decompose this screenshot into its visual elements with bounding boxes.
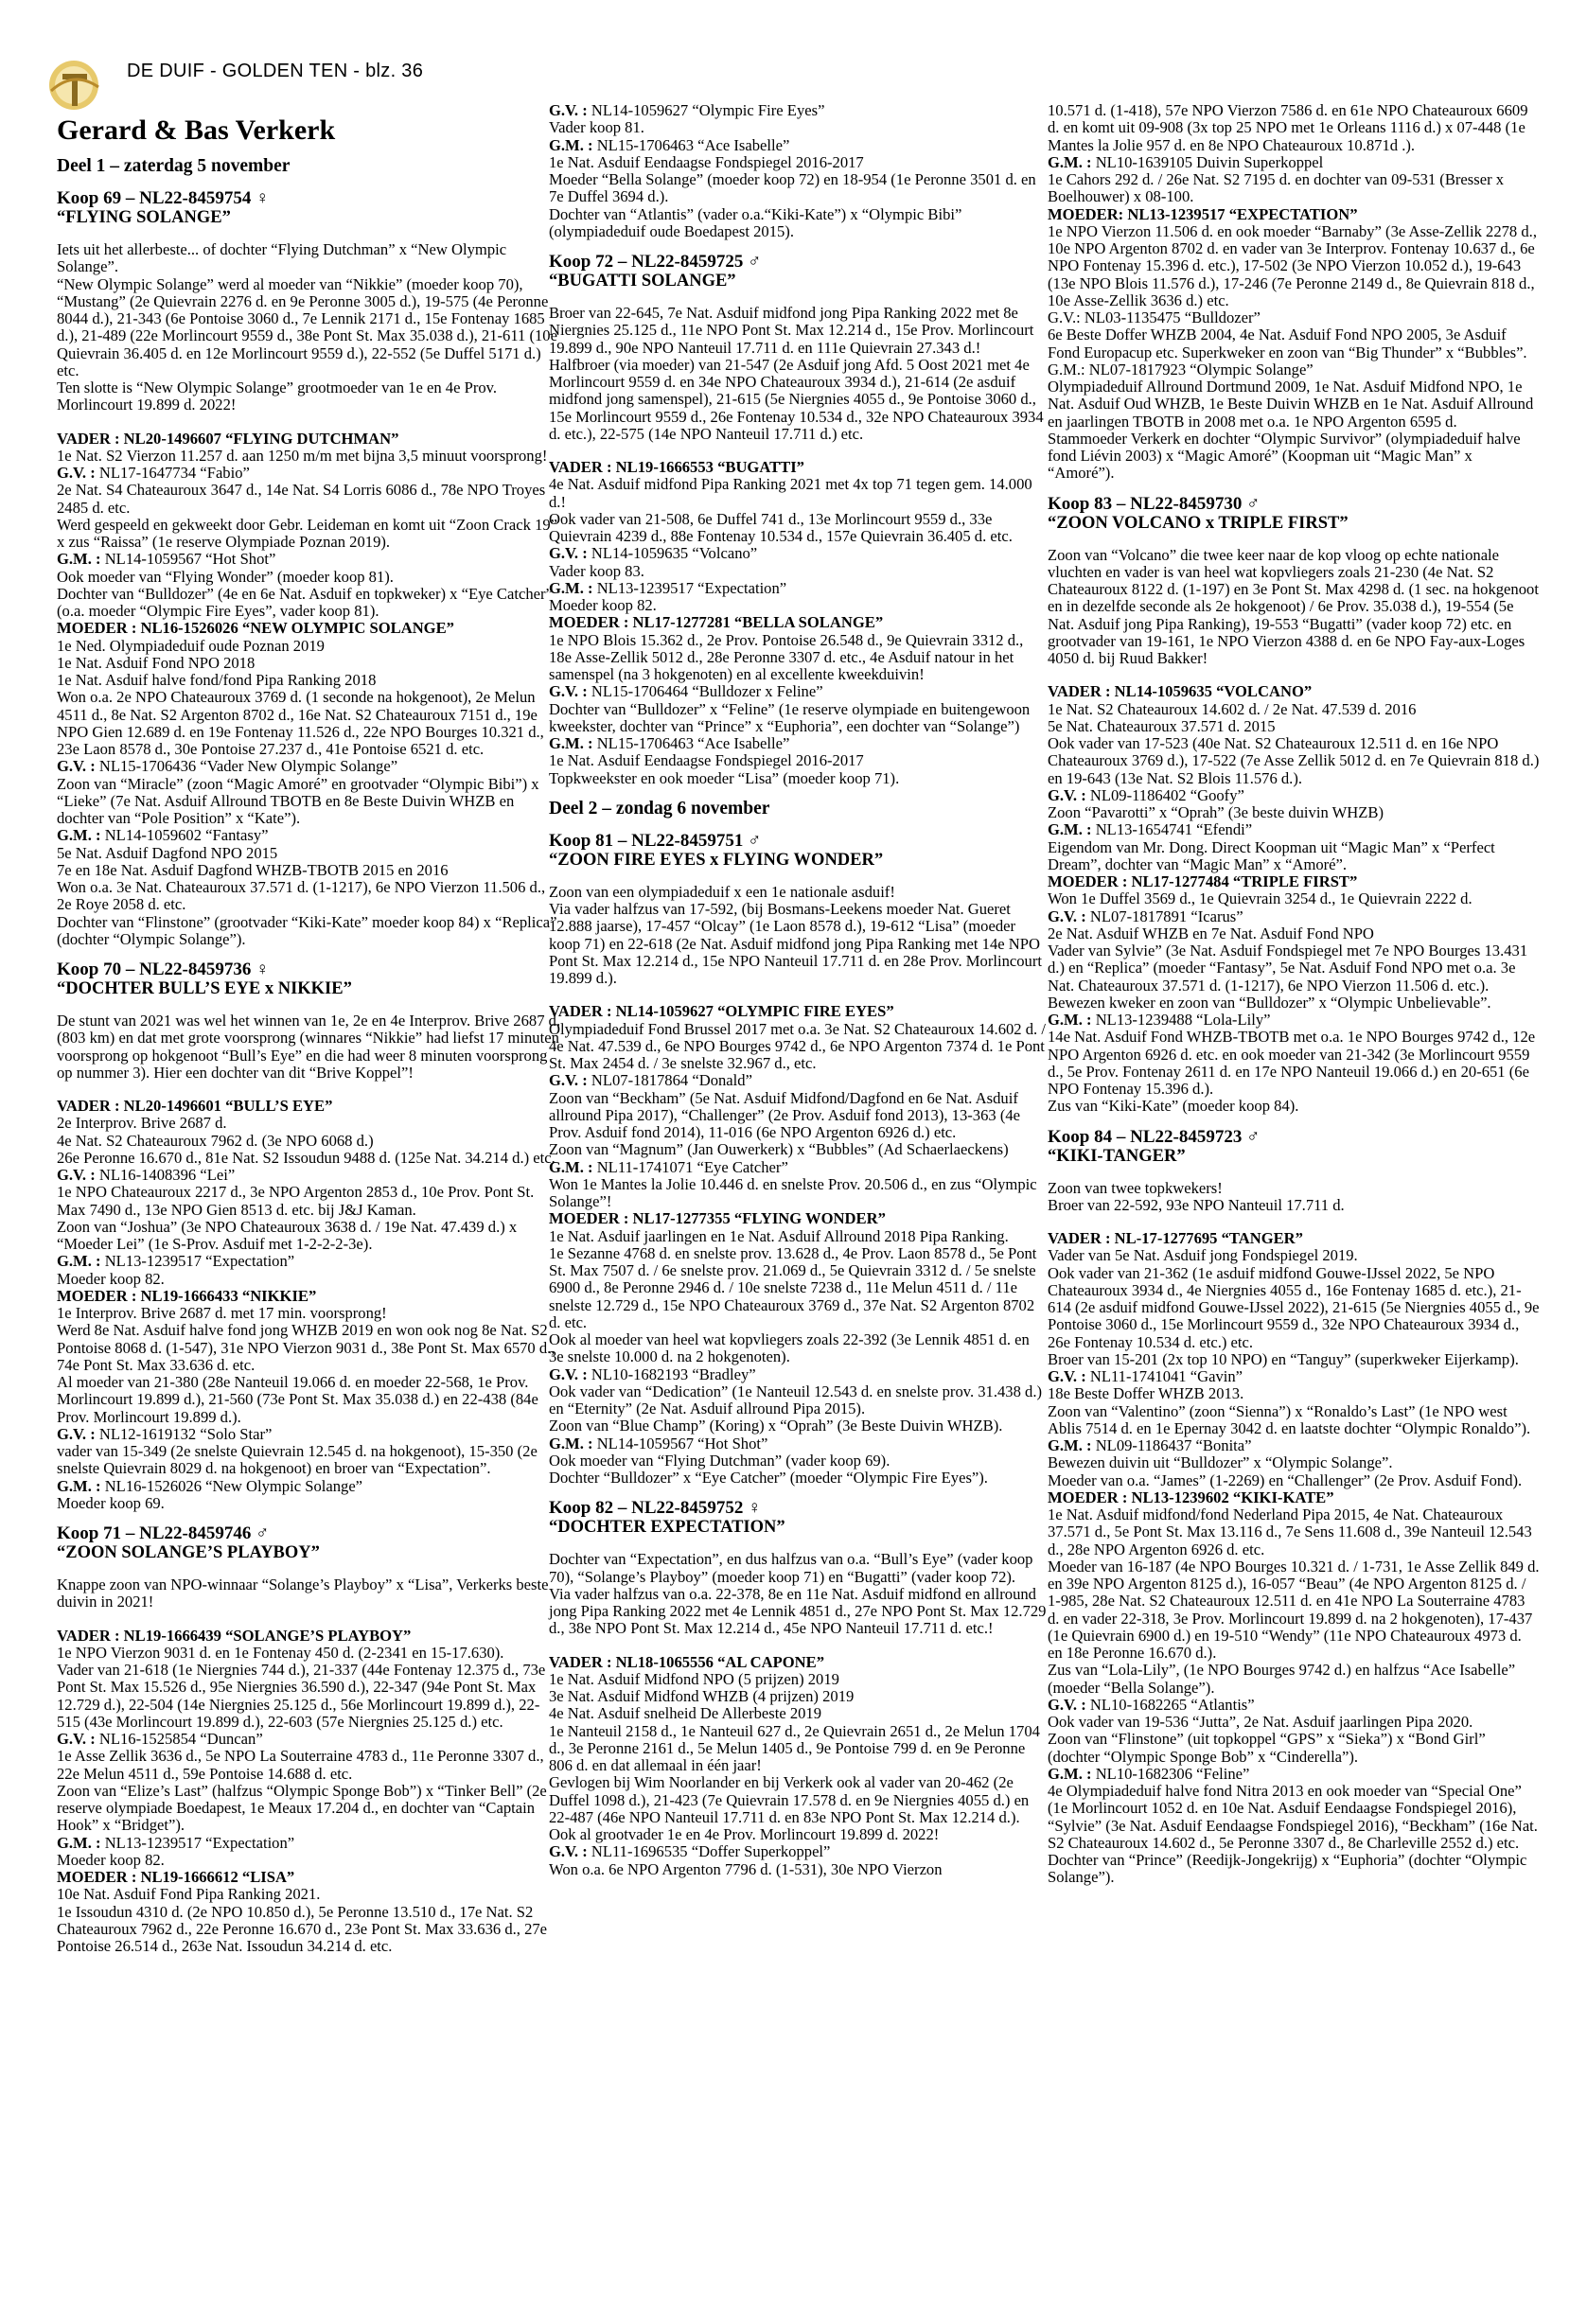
text-line: Zoon van twee topkwekers! [1048, 1178, 1223, 1197]
text-line: Halfbroer (via moeder) van 21-547 (2e Asduif jong Afd. 5 Oost 2021 met 4e Morlincourt 9559 d. en 34e NPO Chateauroux 3934 d.), 21-614 (2e asduif midfond jong samenspel), 21-615 (5e Niergnies 4055 d., 9e Pontoise 3060 d., 15e Morlincourt 9559 d., 26e Fontenay 10.534 d., 32e NPO Chateauroux 3934 d. etc.), 22-575 (14e NPO Nanteuil 17.711 d.) etc. [549, 355, 1044, 443]
text-line: MOEDER: NL13-1239517 “EXPECTATION” [1048, 204, 1358, 223]
text-line: 1e NPO Chateauroux 2217 d., 3e NPO Argenton 2853 d., 10e Prov. Pont St. Max 7490 d., 13e NPO Gien 8513 d. etc. bij J&J Kaman. [57, 1183, 535, 1219]
text-line: Moeder van o.a. “James” (1-2269) en “Challenger” (2e Prov. Asduif Fond). [1048, 1470, 1523, 1489]
text-line: G.M. : NL14-1059567 “Hot Shot” [549, 1434, 768, 1452]
text-line: 1e Asse Zellik 3636 d., 5e NPO La Souterraine 4783 d., 11e Peronne 3307 d., 22e Melun 4511 d., 59e Pontoise 14.688 d. etc. [57, 1747, 544, 1783]
spacer [57, 414, 561, 431]
text-line: 1e Nat. S2 Vierzon 11.257 d. aan 1250 m/m met bijna 3,5 minuut voorsprong! [57, 446, 548, 465]
text-line: Zoon van “Joshua” (3e NPO Chateauroux 3638 d. / 19e Nat. 47.439 d.) x “Moeder Lei” (1e S-Prov. Asduif met 1-2-2-2-3e). [57, 1217, 518, 1253]
spacer [1048, 667, 1540, 683]
continued-text [549, 102, 1048, 240]
lot-number: Koop 83 – NL22-8459730 ♂ [1048, 493, 1261, 514]
spacer [57, 1611, 561, 1628]
column-2 [549, 102, 1048, 1890]
text-line: G.V. : NL15-1706436 “Vader New Olympic Solange” [57, 757, 398, 776]
pigeon-name: “BUGATTI SOLANGE” [549, 272, 736, 290]
text-line: Broer van 22-645, 7e Nat. Asduif midfond jong Pipa Ranking 2022 met 8e Niergnies 25.125 d., 11e NPO Pont St. Max 12.214 d., 15e Prov. Morlincourt 19.899 d., 90e NPO Nanteuil 17.711 d. en 111e Quievrain 27.343 d.! [549, 304, 1034, 357]
text-line: 3e Nat. Asduif Midfond WHZB (4 prijzen) 2019 [549, 1687, 855, 1705]
lot-number: Koop 70 – NL22-8459736 ♀ [57, 960, 270, 979]
text-line: G.M. : NL09-1186437 “Bonita” [1048, 1436, 1252, 1454]
section-heading: Deel 2 – zondag 6 november [549, 798, 770, 819]
text-line: Via vader halfzus van 17-592, (bij Bosmans-Leekens moeder Nat. Gueret 12.888 jaarse), 17-457 “Olcay” (1e Laon 8578 d.), 19-612 “Lisa” (moeder koop 71) en 22-618 (2e Nat. Asduif midfond jong Pipa Ranking met 14e NPO Pont St. Max 12.214 d., 15e NPO Nanteuil 17.711 d. en 28e Prov. Morlincourt 19.899 d.). [549, 900, 1042, 987]
text-line: G.V. : NL09-1186402 “Goofy” [1048, 785, 1244, 804]
text-line: G.V. : NL07-1817864 “Donald” [549, 1071, 752, 1090]
text-line: Vader koop 81. [549, 118, 644, 137]
text-line: G.V. : NL16-1408396 “Lei” [57, 1166, 236, 1184]
page-header [45, 53, 613, 100]
text-line: 2e Interprov. Brive 2687 d. [57, 1114, 227, 1133]
text-line: 1e Issoudun 4310 d. (2e NPO 10.850 d.), 5e Peronne 13.510 d., 17e Nat. S2 Chateauroux 7962 d., 22e Peronne 16.670 d., 23e Pont St. Max 33.636 d., 27e Pontoise 26.514 d., 263e Nat. Issoudun 34.214 d. etc. [57, 1902, 548, 1955]
text-line: Eigendom van Mr. Dong. Direct Koopman uit “Magic Man” x “Perfect Dream”, dochter van “Magic Man” x “Amoré”. [1048, 837, 1495, 873]
lot-entry [57, 1523, 561, 1955]
text-line: 1e Nat. Asduif halve fond/fond Pipa Ranking 2018 [57, 671, 377, 689]
text-line: 5e Nat. Chateauroux 37.571 d. 2015 [1048, 716, 1276, 735]
text-line: G.V. : NL14-1059635 “Volcano” [549, 544, 758, 563]
text-line: G.V. : NL07-1817891 “Icarus” [1048, 907, 1243, 925]
text-line: MOEDER : NL17-1277281 “BELLA SOLANGE” [549, 613, 884, 632]
text-line: Dochter van “Bulldozer” x “Feline” (1e reserve olympiade en buitengewoon kweekster, dochter van “Prince” x “Euphoria”, een dochter van “Solange”) [549, 699, 1031, 735]
section-heading: Deel 1 – zaterdag 5 november [57, 156, 291, 176]
text-line: 1e Nat. S2 Chateauroux 14.602 d. / 2e Nat. 47.539 d. 2016 [1048, 699, 1417, 718]
lot-entry [1048, 1127, 1540, 1887]
text-line: 26e Peronne 16.670 d., 81e Nat. S2 Issoudun 9488 d. (125e Nat. 34.214 d.) etc. [57, 1148, 555, 1167]
text-line: 1e NPO Vierzon 9031 d. en 1e Fontenay 450 d. (2-2341 en 15-17.630). [57, 1643, 504, 1662]
text-line: Moeder koop 69. [57, 1493, 165, 1512]
lot-entry [57, 960, 561, 1512]
text-line: G.V. : NL14-1059627 “Olympic Fire Eyes” [549, 101, 825, 119]
text-line: G.V. : NL10-1682193 “Bradley” [549, 1364, 756, 1383]
text-line: G.M. : NL13-1239517 “Expectation” [57, 1833, 295, 1852]
pigeon-name: “ZOON VOLCANO x TRIPLE FIRST” [1048, 513, 1349, 533]
text-line: Ook vader van 21-362 (1e asduif midfond Gouwe-IJssel 2022, 5e NPO Chateauroux 3934 d., 4e Niergnies 4055 d., 16e Fontenay 1685 d. etc.), 21-614 (2e asduif midfond Gouwe-IJssel 2022), 21-615 (5e Niergnies 4055 d., 9e Pontoise 3060 d., 15e Morlincourt 9559 d., 32e NPO Chateauroux 3934 d., 26e Fontenay 10.534 d. etc.) etc. [1048, 1263, 1540, 1351]
lot-entry [57, 188, 561, 948]
text-line: 4e Nat. Asduif snelheid De Allerbeste 2019 [549, 1704, 822, 1723]
text-line: G.V. : NL16-1525854 “Duncan” [57, 1730, 263, 1748]
text-line: Olympiadeduif Allround Dortmund 2009, 1e Nat. Asduif Midfond NPO, 1e Nat. Asduif Oud WHZB, 1e Beste Duivin WHZB en 1e Nat. Asduif Allround en jaarlingen TBOTB in 2008 met o.a. 1e NPO Argenton 6595 d. [1048, 378, 1534, 431]
text-line: G.M. : NL10-1639105 Duivin Superkoppel [1048, 152, 1324, 171]
text-line: Werd 8e Nat. Asduif halve fond jong WHZB 2019 en won ook nog 8e Nat. S2 Pontoise 8068 d. (1-547), 31e NPO Vierzon 9031 d., 38e Pont St. Max 6570 d., 74e Pont St. Max 33.636 d. etc. [57, 1321, 555, 1374]
pigeon-name: “FLYING SOLANGE” [57, 208, 231, 227]
text-line: Zoon van “Beckham” (5e Nat. Asduif Midfond/Dagfond en 6e Nat. Asduif allround Pipa 2017), “Challenger” (2e Prov. Asduif fond 2013), 13-363 (4e Prov. Asduif fond 2014), 11-016 (6e NPO Argenton 6926 d.) etc. [549, 1088, 1021, 1141]
text-line: VADER : NL20-1496601 “BULL’S EYE” [57, 1097, 333, 1115]
text-line: VADER : NL14-1059635 “VOLCANO” [1048, 682, 1313, 701]
text-line: 1e Sezanne 4768 d. en snelste prov. 13.628 d., 4e Prov. Laon 8578 d., 5e Pont St. Max 7507 d. / 6e snelste prov. 21.069 d., 5e Quievrain 3312 d. / 5e snelste 6900 d., 8e Peronne 2946 d. / 10e snelste 7238 d., 11e Melun 4511 d. / 11e snelste 12.729 d., 15e NPO Chateauroux 3769 d., 37e Nat. S2 Argenton 8702 d. etc. [549, 1243, 1037, 1331]
text-line: 4e Olympiadeduif halve fond Nitra 2013 en ook moeder van “Special One” (1e Morlincourt 1052 d. en 10e Nat. Asduif Eendaagse Fondspiegel 2016), “Sylvie” (3e Nat. Asduif Eendaagse Fondspiegel 2016), “Beckham” (16e Nat. S2 Chateauroux 14.602 d., 5e Peronne 3307 d., 8e Charleville 2552 d.) etc. [1048, 1782, 1538, 1852]
text-line: 2e Nat. S4 Chateauroux 3647 d., 14e Nat. S4 Lorris 6086 d., 78e NPO Troyes 2485 d. etc. [57, 481, 546, 517]
text-line: Dochter van “Prince” (Reedijk-Jongekrijg) x “Euphoria” (dochter “Olympic Solange”). [1048, 1851, 1527, 1887]
pigeon-name: “DOCHTER EXPECTATION” [549, 1518, 785, 1538]
text-line: 1e Nat. Asduif Eendaagse Fondspiegel 2016-2017 [549, 152, 864, 171]
text-line: Zoon van “Valentino” (zoon “Sienna”) x “Ronaldo’s Last” (1e NPO west Ablis 7514 d. en 1e Epernay 3042 d. en laatste dochter “Olympic Ronaldo”). [1048, 1401, 1531, 1437]
text-line: Won o.a. 2e NPO Chateauroux 3769 d. (1 seconde na hokgenoot), 2e Melun 4511 d., 8e Nat. S2 Argenton 8702 d., 16e Nat. S2 Chateauroux 7151 d., 19e NPO Gien 12.689 d. en 19e Fontenay 11.526 d., 22e NPO Bourges 10.321 d., 23e Laon 8578 d., 30e Pontoise 27.237 d., 41e Pontoise 6521 d. etc. [57, 688, 544, 758]
text-line: Ook vader van “Dedication” (1e Nanteuil 12.543 d. en snelste prov. 31.438 d.) en “Eternity” (2e Nat. Asduif allround Pipa 2015). [549, 1382, 1043, 1417]
text-line: Gevlogen bij Wim Noorlander en bij Verkerk ook al vader van 20-462 (2e Duffel 1098 d.), 21-423 (7e Quievrain 17.578 d. en 9e Niergnies 4055 d.) en 22-487 (46e NPO Nanteuil 17.711 d. en 83e NPO Pont St. Max 12.214 d.). [549, 1773, 1030, 1826]
text-line: Stammoeder Verkerk en dochter “Olympic Survivor” (olympiadeduif halve fond Liévin 2003) x “Magic Amoré” (Koopman uit “Magic Man” x “Amoré”). [1048, 429, 1521, 483]
text-line: G.V. : NL12-1619132 “Solo Star” [57, 1424, 273, 1443]
lot-number: Koop 84 – NL22-8459723 ♂ [1048, 1126, 1261, 1147]
text-line: Moeder koop 82. [57, 1269, 165, 1288]
text-line: G.V. : NL15-1706464 “Bulldozer x Feline” [549, 682, 823, 701]
text-line: Moeder koop 82. [57, 1850, 165, 1869]
pigeon-name: “ZOON FIRE EYES x FLYING WONDER” [549, 850, 884, 870]
page-title: Gerard & Bas Verkerk [57, 114, 336, 146]
text-line: Ten slotte is “New Olympic Solange” grootmoeder van 1e en 4e Prov. Morlincourt 19.899 d. 2022! [57, 379, 498, 414]
lot-number: Koop 71 – NL22-8459746 ♂ [57, 1523, 270, 1543]
text-line: 1e Nanteuil 2158 d., 1e Nanteuil 627 d., 2e Quievrain 2651 d., 2e Melun 1704 d., 3e Peronne 2161 d., 5e Melun 1405 d., 9e Pontoise 799 d. en 9e Peronne 806 d. en dat allemaal in één jaar! [549, 1721, 1040, 1774]
text-line: G.M. : NL16-1526026 “New Olympic Solange” [57, 1476, 363, 1495]
text-line: VADER : NL-17-1277695 “TANGER” [1048, 1229, 1303, 1247]
text-line: G.V. : NL17-1647734 “Fabio” [57, 464, 250, 482]
text-line: Broer van 15-201 (2x top 10 NPO) en “Tanguy” (superkweker Eijerkamp). [1048, 1349, 1519, 1368]
text-line: 1e NPO Blois 15.362 d., 2e Prov. Pontoise 26.548 d., 9e Quievrain 3312 d., 18e Asse-Zellik 5012 d., 28e Peronne 3307 d. etc., 4e Asduif natour in het samenspel (na 3 hokgenoten) en al excellente kweekduivin! [549, 630, 1024, 683]
text-line: MOEDER : NL13-1239602 “KIKI-KATE” [1048, 1488, 1334, 1506]
text-line: G.M. : NL15-1706463 “Ace Isabelle” [549, 135, 790, 154]
text-line: VADER : NL14-1059627 “OLYMPIC FIRE EYES” [549, 1002, 894, 1021]
text-line: Zoon van “Volcano” die twee keer naar de kop vloog op echte nationale vluchten en vader is van heel wat kopvliegers zoals 21-230 (4e Nat. S2 Chateauroux 8122 d. (1-197) en 3e Pont St. Max 4298 d. (1 sec. na hokgenoot en in dezelfde seconde als 2e hokgenoot) / 6e Prov. 35.038 d.), 19-554 (5e Nat. Asduif jong Pipa Ranking), 19-553 “Bugatti” (vader koop 72) etc. en grootvader van 19-161, 1e NPO Vierzon 4388 d. en 6e NPO Fay-aux-Loges 4050 d. bij Ruud Bakker! [1048, 545, 1539, 667]
text-line: VADER : NL19-1666553 “BUGATTI” [549, 458, 804, 476]
text-line: Knappe zoon van NPO-winnaar “Solange’s Playboy” x “Lisa”, Verkerks beste duivin in 2021! [57, 1576, 549, 1611]
text-line: MOEDER : NL17-1277484 “TRIPLE FIRST” [1048, 872, 1358, 890]
pigeon-name: “KIKI-TANGER” [1048, 1146, 1186, 1166]
spacer [549, 987, 1048, 1003]
text-line: Vader van Sylvie” (3e Nat. Asduif Fondspiegel met 7e NPO Bourges 13.431 d.) en “Replica” (moeder “Fantasy”, 5e Nat. Asduif Fond NPO met o.a. 3e Nat. Chateauroux 37.571 d. (1-1217), 6e NPO Vierzon 11.506 d. etc.). [1048, 942, 1528, 995]
text-line: 1e Nat. Asduif Midfond NPO (5 prijzen) 2019 [549, 1669, 839, 1688]
text-line: Moeder koop 82. [549, 596, 657, 614]
lot-entry [549, 831, 1048, 1488]
text-line: Via vader halfzus van o.a. 22-378, 8e en 11e Nat. Asduif midfond en allround jong Pipa Ranking 2022 met 4e Lennik 4851 d., 27e NPO Pont St. Max 12.729 d., 38e NPO Pont St. Max 12.214 d., 45e NPO Nanteuil 17.711 d. etc.! [549, 1584, 1047, 1638]
text-line: Zoon van “Magnum” (Jan Ouwerkerk) x “Bubbles” (Ad Schaerlaeckens) [549, 1140, 1009, 1159]
text-line: Zoon van “Miracle” (zoon “Magic Amoré” en grootvader “Olympic Bibi”) x “Lieke” (7e Nat. Asduif Allround TBOTB en 8e Beste Duivin WHZB en dochter van “Pole Position” x “Kate”). [57, 774, 539, 827]
text-line: 1e Interprov. Brive 2687 d. met 17 min. voorsprong! [57, 1304, 387, 1322]
text-line: Ook vader van 17-523 (40e Nat. S2 Chateauroux 12.511 d. en 16e NPO Chateauroux 3769 d.), 17-522 (7e Asse Zellik 5012 d. en 7e Quievrain 818 d.) en 19-643 (13e Nat. S2 Blois 11.576 d.). [1048, 734, 1540, 787]
text-line: G.M. : NL13-1239517 “Expectation” [549, 578, 787, 597]
text-line: G.V.: NL03-1135475 “Bulldozer” [1048, 308, 1261, 326]
text-line: G.V. : NL11-1696535 “Doffer Superkoppel” [549, 1842, 831, 1861]
text-line: Zoon van “Elize’s Last” (halfzus “Olympic Sponge Bob”) x “Tinker Bell” (2e reserve olympiade Boedapest, 1e Meaux 17.204 d., en dochter van “Captain Hook” x “Bridget”). [57, 1781, 547, 1835]
text-line: Broer van 22-592, 93e NPO Nanteuil 17.711 d. [1048, 1195, 1345, 1214]
text-line: G.M. : NL14-1059567 “Hot Shot” [57, 550, 276, 569]
text-line: Ook moeder van “Flying Wonder” (moeder koop 81). [57, 567, 394, 586]
text-line: Moeder “Bella Solange” (moeder koop 72) en 18-954 (1e Peronne 3501 d. en 7e Duffel 3694 d.). [549, 170, 1036, 206]
text-line: Iets uit het allerbeste... of dochter “Flying Dutchman” x “New Olympic Solange”. [57, 240, 507, 276]
lot-number: Koop 72 – NL22-8459725 ♂ [549, 252, 762, 272]
pigeon-name: “DOCHTER BULL’S EYE x NIKKIE” [57, 979, 352, 998]
text-line: Vader van 21-618 (1e Niergnies 744 d.), 21-337 (44e Fontenay 12.375 d., 73e Pont St. Max 15.526 d., 95e Niergnies 36.590 d.), 22-347 (94e Pont St. Max 12.729 d.), 22-504 (14e Niergnies 25.125 d., 56e Morlincourt 19.899 d.), 22-515 (43e Morlincourt 19.899 d.), 22-603 (57e Niergnies 25.125 d.) etc. [57, 1661, 546, 1731]
text-line: G.M. : NL14-1059602 “Fantasy” [57, 826, 269, 845]
text-line: G.V. : NL10-1682265 “Atlantis” [1048, 1695, 1255, 1714]
spacer [57, 1082, 561, 1098]
text-line: G.V. : NL11-1741041 “Gavin” [1048, 1367, 1243, 1385]
lot-entry [549, 252, 1048, 787]
column-1 [57, 99, 561, 1966]
text-line: Dochter van “Bulldozer” (4e en 6e Nat. Asduif en topkweker) x “Eye Catcher” (o.a. moeder “Olympic Fire Eyes”, vader koop 81). [57, 584, 553, 620]
text-line: G.M. : NL15-1706463 “Ace Isabelle” [549, 734, 790, 752]
text-line: G.M. : NL13-1239517 “Expectation” [57, 1252, 295, 1271]
text-line: De stunt van 2021 was wel het winnen van 1e, 2e en 4e Interprov. Brive 2687 d. (803 km) en dat met grote voorsprong (winnares “Nikkie” had liefst 17 minuten voorsprong op hokgenoot “Bull’s Eye” en die had weer 8 minuten voorsprong op nummer 3). Hier een dochter van dit “Brive Koppel”! [57, 1012, 561, 1082]
text-line: 1e NPO Vierzon 11.506 d. en ook moeder “Barnaby” (3e Asse-Zellik 2278 d., 10e NPO Argenton 8702 d. en vader van 3e Interprov. Fontenay 10.637 d., 6e NPO Fontenay 15.396 d. etc.), 17-502 (3e NPO Vierzon 10.052 d.), 19-643 (13e NPO Blois 11.576 d.), 17-246 (7e Peronne 2149 d., 8e Quievrain 818 d., 10e Asse-Zellik 3636 d.) etc. [1048, 221, 1537, 309]
text-line: Werd gespeeld en gekweekt door Gebr. Leideman en komt uit “Zoon Crack 19” x zus “Raissa” (1e reserve Olympiade Poznan 2019). [57, 515, 558, 551]
text-line: Won 1e Duffel 3569 d., 1e Quievrain 3254 d., 1e Quievrain 2222 d. [1048, 889, 1472, 908]
text-line: Dochter van “Flinstone” (grootvader “Kiki-Kate” moeder koop 84) x “Replica” (dochter “Olympic Solange”). [57, 912, 557, 948]
text-line: VADER : NL20-1496607 “FLYING DUTCHMAN” [57, 429, 399, 448]
text-line: 5e Nat. Asduif Dagfond NPO 2015 [57, 843, 278, 862]
lot-entry [1048, 494, 1540, 1116]
text-line: Zoon van een olympiadeduif x een 1e nationale asduif! [549, 882, 895, 901]
text-line: G.M. : NL13-1239488 “Lola-Lily” [1048, 1011, 1271, 1029]
text-line: “New Olympic Solange” werd al moeder van “Nikkie” (moeder koop 70), “Mustang” (2e Quievrain 2276 d. en 9e Peronne 3005 d.), 19-575 (4e Peronne 8044 d.), 21-343 (6e Pontoise 3060 d., 7e Lennik 2171 d., 15e Fontenay 1685 d.), 21-489 (22e Morlincourt 9559 d., 38e Pont St. Max 35.038 d.), 21-611 (10e Quievrain 36.405 d. en 12e Morlincourt 9559 d.), 22-552 (5e Duffel 5171 d.) etc. [57, 274, 557, 379]
text-line: 7e en 18e Nat. Asduif Dagfond WHZB-TBOTB 2015 en 2016 [57, 860, 449, 879]
text-line: G.M. : NL11-1741071 “Eye Catcher” [549, 1157, 788, 1176]
text-line: G.M. : NL10-1682306 “Feline” [1048, 1764, 1250, 1783]
text-line: 1e Nat. Asduif Eendaagse Fondspiegel 2016-2017 [549, 751, 864, 770]
lot-entry [549, 1498, 1048, 1878]
text-line: Ook vader van 21-508, 6e Duffel 741 d., 13e Morlincourt 9559 d., 33e Quievrain 4239 d., 88e Fontenay 10.534 d., 157e Quievrain 36.405 d. etc. [549, 509, 1013, 545]
continued-text [1048, 102, 1540, 483]
text-line: 1e Nat. Asduif midfond/fond Nederland Pipa 2015, 4e Nat. Chateauroux 37.571 d., 5e Pont St. Max 13.116 d., 7e Sens 11.608 d., 39e Nanteuil 12.543 d., 28e NPO Argenton 6926 d. etc. [1048, 1505, 1532, 1558]
running-header: DE DUIF - GOLDEN TEN - blz. 36 [127, 61, 424, 81]
text-line: MOEDER : NL17-1277355 “FLYING WONDER” [549, 1209, 886, 1228]
text-line: Vader van 5e Nat. Asduif jong Fondspiegel 2019. [1048, 1246, 1358, 1265]
text-line: Won o.a. 3e Nat. Chateauroux 37.571 d. (1-1217), 6e NPO Vierzon 11.506 d., 2e Roye 2058 d. etc. [57, 878, 546, 914]
text-line: Moeder van 16-187 (4e NPO Bourges 10.321 d. / 1-731, 1e Asse Zellik 849 d. en 39e NPO Argenton 8125 d.), 16-057 “Beau” (4e NPO Argenton 8125 d. / 1-985, 28e Nat. S2 Chateauroux 12.511 d. en 41e NPO La Souterraine 4783 d. en vader 22-318, 3e Prov. Morlincourt 19.899 d. na 2 hokgenoten), 17-437 (1e Quievrain 6900 d.) en 19-510 “Wendy” (11e NPO Chateauroux 4973 d. en 18e Peronne 16.670 d.). [1048, 1557, 1540, 1662]
text-line: 4e Nat. Asduif midfond Pipa Ranking 2021 met 4x top 71 tegen gem. 14.000 d.! [549, 475, 1032, 511]
text-line: Dochter “Bulldozer” x “Eye Catcher” (moeder “Olympic Fire Eyes”). [549, 1469, 988, 1487]
spacer [1048, 1214, 1540, 1230]
text-line: Olympiadeduif Fond Brussel 2017 met o.a. 3e Nat. S2 Chateauroux 14.602 d. / 4e Nat. 47.539 d., 6e NPO Bourges 9742 d., 6e NPO Argenton 7374 d. 1e Pont St. Max 2454 d. / 3e snelste 32.967 d., etc. [549, 1019, 1046, 1072]
text-line: Dochter van “Expectation”, en dus halfzus van o.a. “Bull’s Eye” (vader koop 70), “Solange’s Playboy” (moeder koop 71) en “Bugatti” (vader koop 72). [549, 1550, 1033, 1586]
text-line: 1e Nat. Asduif Fond NPO 2018 [57, 653, 256, 672]
text-line: 4e Nat. S2 Chateauroux 7962 d. (3e NPO 6068 d.) [57, 1131, 374, 1150]
text-line: 1e Cahors 292 d. / 26e Nat. S2 7195 d. en dochter van 09-531 (Bresser x Boelhouwer) x 08-100. [1048, 170, 1505, 206]
text-line: Ook al moeder van heel wat kopvliegers zoals 22-392 (3e Lennik 4851 d. en 3e snelste 10.000 d. na 2 hokgenoten). [549, 1330, 1030, 1366]
text-line: G.M.: NL07-1817923 “Olympic Solange” [1048, 360, 1314, 379]
pigeon-name: “ZOON SOLANGE’S PLAYBOY” [57, 1543, 320, 1562]
text-line: Dochter van “Atlantis” (vader o.a.“Kiki-Kate”) x “Olympic Bibi” (olympiadeduif oude Boedapest 2015). [549, 204, 962, 240]
text-line: Ook al grootvader 1e en 4e Prov. Morlincourt 19.899 d. 2022! [549, 1825, 940, 1843]
text-line: VADER : NL18-1065556 “AL CAPONE” [549, 1652, 825, 1671]
text-line: 10e Nat. Asduif Fond Pipa Ranking 2021. [57, 1885, 321, 1904]
text-line: MOEDER : NL16-1526026 “NEW OLYMPIC SOLANGE” [57, 619, 454, 638]
lot-number: Koop 69 – NL22-8459754 ♀ [57, 188, 270, 208]
column-3 [1048, 102, 1540, 1898]
text-line: Ook moeder van “Flying Dutchman” (vader koop 69). [549, 1451, 890, 1470]
text-line: Ook vader van 19-536 “Jutta”, 2e Nat. Asduif jaarlingen Pipa 2020. [1048, 1713, 1473, 1731]
spacer [549, 1638, 1048, 1654]
text-line: Won o.a. 6e NPO Argenton 7796 d. (1-531), 30e NPO Vierzon [549, 1859, 943, 1878]
text-line: 1e Ned. Olympiadeduif oude Poznan 2019 [57, 636, 325, 655]
text-line: Topkweekster en ook moeder “Lisa” (moeder koop 71). [549, 768, 900, 787]
text-line: Vader koop 83. [549, 561, 644, 580]
text-line: 18e Beste Doffer WHZB 2013. [1048, 1384, 1244, 1403]
text-line: G.M. : NL13-1654741 “Efendi” [1048, 820, 1253, 839]
text-line: VADER : NL19-1666439 “SOLANGE’S PLAYBOY” [57, 1626, 412, 1645]
text-line: MOEDER : NL19-1666433 “NIKKIE” [57, 1286, 317, 1305]
text-line: Zoon “Pavarotti” x “Oprah” (3e beste duivin WHZB) [1048, 803, 1384, 821]
text-line: Zus van “Lola-Lily”, (1e NPO Bourges 9742 d.) en halfzus “Ace Isabelle” (moeder “Bella Solange”). [1048, 1661, 1516, 1697]
text-line: Zus van “Kiki-Kate” (moeder koop 84). [1048, 1097, 1299, 1116]
text-line: MOEDER : NL19-1666612 “LISA” [57, 1868, 295, 1886]
text-line: Bewezen duivin uit “Bulldozer” x “Olympic Solange”. [1048, 1453, 1393, 1472]
text-line: Zoon van “Blue Champ” (Koring) x “Oprah” (3e Beste Duivin WHZB). [549, 1417, 1003, 1435]
lot-number: Koop 81 – NL22-8459751 ♂ [549, 830, 762, 851]
text-line: Al moeder van 21-380 (28e Nanteuil 19.066 d. en moeder 22-568, 1e Prov. Morlincourt 19.899 d.), 21-560 (73e Pont St. Max 35.038 d.) en 22-438 (84e Prov. Morlincourt 19.899 d.). [57, 1373, 538, 1426]
text-line: Bewezen kweker en zoon van “Bulldozer” x “Olympic Unbelievable”. [1048, 993, 1491, 1012]
text-line: 6e Beste Doffer WHZB 2004, 4e Nat. Asduif Fond NPO 2005, 3e Asduif Fond Europacup etc. Superkweker en zoon van “Big Thunder” x “Bubbles”. [1048, 326, 1527, 361]
spacer [549, 443, 1048, 459]
lot-number: Koop 82 – NL22-8459752 ♀ [549, 1498, 762, 1519]
text-line: 10.571 d. (1-418), 57e NPO Vierzon 7586 d. en 61e NPO Chateauroux 6609 d. en komt uit 09-908 (3x top 25 NPO met 1e Orleans 1116 d.) x 07-448 (1e Mantes la Jolie 957 d. en 8e NPO Chateauroux 10.871d .). [1048, 101, 1528, 154]
text-line: Won 1e Mantes la Jolie 10.446 d. en snelste Prov. 20.506 d., en zus “Olympic Solange”! [549, 1174, 1037, 1210]
text-line: Zoon van “Flinstone” (uit topkoppel “GPS” x “Sieka”) x “Bond Girl” (dochter “Olympic Sponge Bob” x “Cinderella”). [1048, 1730, 1486, 1766]
text-line: vader van 15-349 (2e snelste Quievrain 12.545 d. na hokgenoot), 15-350 (2e snelste Quievrain 8029 d. na hokgenoot) en broer van “Expectation”. [57, 1442, 538, 1478]
text-line: 2e Nat. Asduif WHZB en 7e Nat. Asduif Fond NPO [1048, 924, 1374, 942]
text-line: 1e Nat. Asduif jaarlingen en 1e Nat. Asduif Allround 2018 Pipa Ranking. [549, 1226, 1009, 1245]
text-line: 14e Nat. Asduif Fond WHZB-TBOTB met o.a. 1e NPO Bourges 9742 d., 12e NPO Argenton 6926 d. etc. en ook moeder van 21-342 (3e Morlincourt 9559 d., 5e Prov. Fontenay 2611 d. en 17e NPO Nanteuil 19.066 d.) en 20-651 (6e NPO Fontenay 15.396 d.). [1048, 1028, 1536, 1098]
